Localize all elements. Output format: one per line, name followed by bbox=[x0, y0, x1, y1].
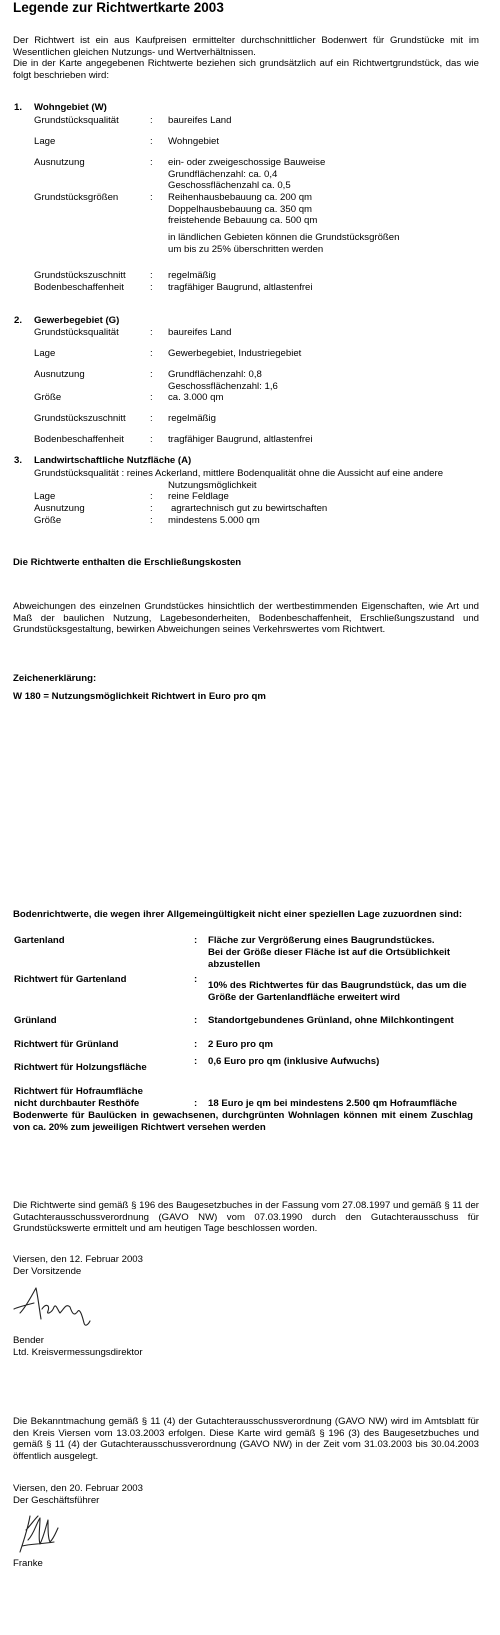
w-groessen-line: Doppelhausbebauung ca. 350 qm bbox=[168, 204, 313, 215]
w-ausnutzung-line: Geschossflächenzahl ca. 0,5 bbox=[168, 180, 291, 191]
colon: : bbox=[150, 282, 153, 293]
gruenland-label: Grünland bbox=[14, 1015, 57, 1026]
zeichen-line: W 180 = Nutzungsmöglichkeit Richtwert in Euro pro qm bbox=[13, 691, 266, 702]
rhof-label: nicht durchbauter Resthöfe bbox=[14, 1098, 140, 1109]
colon: : bbox=[150, 136, 153, 147]
colon: : bbox=[194, 1039, 198, 1050]
rgruen-value: 2 Euro pro qm bbox=[208, 1039, 274, 1050]
w-ausnutzung-line: Grundflächenzahl: ca. 0,4 bbox=[168, 169, 278, 180]
beschluss-paragraph: Die Richtwerte sind gemäß § 196 des Baugesetzbuches in der Fassung vom 27.08.1997 und gemäß § 11 der Gutachterausschussverordnung (GAVO NW) vom 07.03.1990 durch den Gutachterausschuss für Grundstückswerte ermittelt und am heutigen Tage beschlossen worden. bbox=[13, 1200, 479, 1234]
gartenland-line: Bei der Größe dieser Fläche ist auf die Ortsüblichkeit bbox=[208, 947, 451, 958]
g-qualitaet-label: Grundstücksqualität bbox=[34, 327, 119, 338]
g-lage-value: Gewerbegebiet, Industriegebiet bbox=[168, 348, 302, 359]
rhof-value: 18 Euro je qm bei mindestens 2.500 qm Hofraumfläche bbox=[208, 1098, 457, 1109]
w-boden-label: Bodenbeschaffenheit bbox=[34, 282, 124, 293]
signature-bender bbox=[12, 1283, 92, 1329]
a-groesse-label: Größe bbox=[34, 515, 62, 526]
rholz-label: Richtwert für Holzungsfläche bbox=[14, 1062, 147, 1073]
sig1-role: Der Vorsitzende bbox=[13, 1266, 82, 1277]
colon: : bbox=[194, 1098, 198, 1109]
a-ausnutzung-label: Ausnutzung bbox=[34, 503, 85, 514]
a-qualitaet-cont: Nutzungsmöglichkeit bbox=[168, 480, 257, 491]
colon: : bbox=[194, 1056, 198, 1067]
colon: : bbox=[150, 413, 153, 424]
a-ausnutzung-value: agrartechnisch gut zu bewirtschaften bbox=[171, 503, 328, 514]
colon: : bbox=[150, 115, 153, 126]
g-ausnutzung-line: Geschossflächenzahl: 1,6 bbox=[168, 381, 278, 392]
gartenland-line: abzustellen bbox=[208, 959, 261, 970]
gruenland-value: Standortgebundenes Grünland, ohne Milchkontingent bbox=[208, 1015, 454, 1026]
w-zuschnitt-label: Grundstückszuschnitt bbox=[34, 270, 126, 281]
rgarten-line: Größe der Gartenlandfläche erweitert wird bbox=[208, 992, 400, 1003]
sig1-date: Viersen, den 12. Februar 2003 bbox=[13, 1254, 143, 1265]
w-groessen-label: Grundstücksgrößen bbox=[34, 192, 119, 203]
section-1-heading: Wohngebiet (W) bbox=[34, 102, 107, 113]
w-qualitaet-value: baureifes Land bbox=[168, 115, 232, 126]
colon: : bbox=[194, 1015, 198, 1026]
gartenland-line: Fläche zur Vergrößerung eines Baugrundstückes. bbox=[208, 935, 435, 946]
w-groessen-line: freistehende Bebauung ca. 500 qm bbox=[168, 215, 318, 226]
w-zuschnitt-value: regelmäßig bbox=[168, 270, 216, 281]
colon: : bbox=[194, 974, 198, 985]
w-qualitaet-label: Grundstücksqualität bbox=[34, 115, 119, 126]
colon: : bbox=[150, 515, 153, 526]
a-lage-value: reine Feldlage bbox=[168, 491, 229, 502]
colon: : bbox=[150, 392, 153, 403]
rgarten-label: Richtwert für Gartenland bbox=[14, 974, 127, 985]
section-2-heading: Gewerbegebiet (G) bbox=[34, 315, 120, 326]
intro-paragraph-2: Die in der Karte angegebenen Richtwerte beziehen sich grundsätzlich auf ein Richtwertgrundstück, das wie folgt beschrieben wird: bbox=[13, 58, 479, 81]
w-groessen-note: in ländlichen Gebieten können die Grundstücksgrößen bbox=[168, 232, 400, 243]
a-qualitaet-line: Grundstücksqualität : reines Ackerland, mittlere Bodenqualität ohne die Aussicht auf eine andere bbox=[34, 468, 444, 479]
colon: : bbox=[150, 369, 153, 380]
page-title: Legende zur Richtwertkarte 2003 bbox=[13, 0, 224, 15]
colon: : bbox=[150, 157, 153, 168]
colon: : bbox=[150, 491, 153, 502]
g-groesse-label: Größe bbox=[34, 392, 62, 403]
bekanntmachung-paragraph: Die Bekanntmachung gemäß § 11 (4) der Gutachterausschussverordnung (GAVO NW) wird im Amtsblatt für den Kreis Viersen vom 13.03.2003 erfolgen. Diese Karte wird gemäß § 196 (3) des Baugesetzbuches und gemäß § 11 (4) der Gutachterausschussverordnung (GAVO NW) in der Zeit vom 31.03.2003 bis 30.04.2003 öffentlich ausgelegt. bbox=[13, 1416, 479, 1462]
colon: : bbox=[150, 434, 153, 445]
colon: : bbox=[150, 327, 153, 338]
colon: : bbox=[150, 192, 153, 203]
w-lage-label: Lage bbox=[34, 136, 56, 147]
sig1-name: Bender bbox=[13, 1335, 44, 1346]
abweichungen-paragraph: Abweichungen des einzelnen Grundstückes hinsichtlich der wertbestimmenden Eigenschaften, wie Art und Maß der baulichen Nutzung, Lagebesonderheiten, Bodenbeschaffenheit, Erschließungszustand und Grundstücksgestaltung, bewirken Abweichungen seines Verkehrswertes vom Richtwert. bbox=[13, 601, 479, 635]
section-1-number: 1. bbox=[14, 102, 23, 113]
w-lage-value: Wohngebiet bbox=[168, 136, 220, 147]
section-2-number: 2. bbox=[14, 315, 23, 326]
rgarten-line: 10% des Richtwertes für das Baugrundstück, das um die bbox=[208, 980, 467, 991]
w-ausnutzung-line: ein- oder zweigeschossige Bauweise bbox=[168, 157, 326, 168]
section-3-heading: Landwirtschaftliche Nutzfläche (A) bbox=[34, 455, 192, 466]
rhof-label: Richtwert für Hofraumfläche bbox=[14, 1086, 144, 1097]
w-boden-value: tragfähiger Baugrund, altlastenfrei bbox=[168, 282, 313, 293]
w-groessen-line: Reihenhausbebauung ca. 200 qm bbox=[168, 192, 313, 203]
g-lage-label: Lage bbox=[34, 348, 56, 359]
sig2-date: Viersen, den 20. Februar 2003 bbox=[13, 1483, 143, 1494]
rholz-value: 0,6 Euro pro qm (inklusive Aufwuchs) bbox=[208, 1056, 380, 1067]
allgemein-heading: Bodenrichtwerte, die wegen ihrer Allgemeingültigkeit nicht einer speziellen Lage zuzuordnen sind: bbox=[13, 909, 463, 920]
g-boden-label: Bodenbeschaffenheit bbox=[34, 434, 124, 445]
sig1-title: Ltd. Kreisvermessungsdirektor bbox=[13, 1347, 143, 1358]
g-boden-value: tragfähiger Baugrund, altlastenfrei bbox=[168, 434, 313, 445]
g-qualitaet-value: baureifes Land bbox=[168, 327, 232, 338]
gartenland-label: Gartenland bbox=[14, 935, 65, 946]
colon: : bbox=[150, 503, 153, 514]
w-groessen-note: um bis zu 25% überschritten werden bbox=[168, 244, 324, 255]
baulucken-note: Bodenwerte für Baulücken in gewachsenen, durchgrünten Wohnlagen können mit einem Zuschlag von ca. 20% zum jeweiligen Richtwert versehen werden bbox=[13, 1110, 473, 1133]
colon: : bbox=[150, 270, 153, 281]
g-zuschnitt-label: Grundstückszuschnitt bbox=[34, 413, 126, 424]
g-ausnutzung-line: Grundflächenzahl: 0,8 bbox=[168, 369, 262, 380]
colon: : bbox=[150, 348, 153, 359]
g-groesse-value: ca. 3.000 qm bbox=[168, 392, 224, 403]
signature-franke bbox=[14, 1510, 62, 1556]
sig2-name: Franke bbox=[13, 1558, 43, 1569]
intro-paragraph: Der Richtwert ist ein aus Kaufpreisen ermittelter durchschnittlicher Bodenwert für Grundstücke mit im Wesentlichen gleichen Nutzungs- und Wertverhältnissen. bbox=[13, 35, 479, 58]
g-ausnutzung-label: Ausnutzung bbox=[34, 369, 85, 380]
g-zuschnitt-value: regelmäßig bbox=[168, 413, 216, 424]
sig2-role: Der Geschäftsführer bbox=[13, 1495, 100, 1506]
w-ausnutzung-label: Ausnutzung bbox=[34, 157, 85, 168]
rgruen-label: Richtwert für Grünland bbox=[14, 1039, 119, 1050]
colon: : bbox=[194, 935, 198, 946]
zeichen-heading: Zeichenerklärung: bbox=[13, 673, 97, 684]
a-groesse-value: mindestens 5.000 qm bbox=[168, 515, 260, 526]
erschliessung-note: Die Richtwerte enthalten die Erschließungskosten bbox=[13, 557, 242, 568]
a-lage-label: Lage bbox=[34, 491, 56, 502]
section-3-number: 3. bbox=[14, 455, 23, 466]
